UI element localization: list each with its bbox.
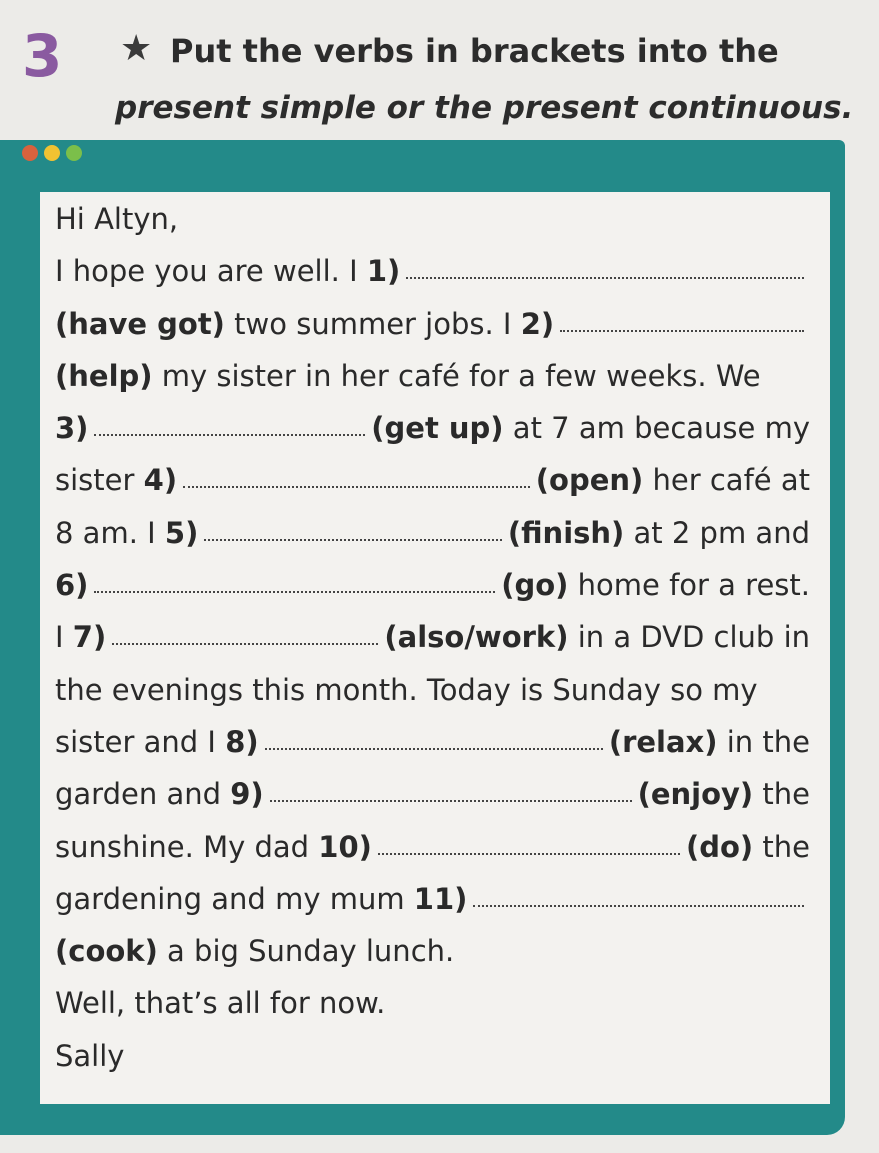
gap-number-4: 4) <box>143 463 178 498</box>
answer-blank-11[interactable] <box>473 891 804 907</box>
letter-line <box>55 716 810 768</box>
gap-number-5: 5) <box>164 515 199 550</box>
letter-line <box>55 350 810 402</box>
verb-prompt-9: (enjoy) <box>637 777 754 812</box>
answer-blank-3[interactable] <box>94 420 365 436</box>
answer-blank-6[interactable] <box>94 577 495 593</box>
gap-number-8: 8) <box>225 724 259 759</box>
letter-line <box>55 821 810 873</box>
gap-number-7: 7) <box>72 620 107 655</box>
verb-prompt-6: (go) <box>501 568 569 603</box>
letter-line <box>55 977 810 1029</box>
answer-blank-9[interactable] <box>270 786 632 802</box>
exercise-number: 3 <box>22 22 63 90</box>
letter-line <box>55 298 810 350</box>
verb-prompt-1: (have got) <box>55 306 225 341</box>
text-segment: a big Sunday lunch. <box>157 934 455 969</box>
text-segment: in a DVD club in <box>568 620 810 655</box>
gap-number-2: 2) <box>520 306 555 341</box>
verb-prompt-8: (relax) <box>608 724 718 759</box>
letter-text <box>55 193 810 1082</box>
letter-line <box>55 664 810 716</box>
verb-prompt-3: (get up) <box>371 411 504 446</box>
letter-line <box>55 611 810 663</box>
answer-blank-2[interactable] <box>560 316 804 332</box>
answer-blank-7[interactable] <box>112 629 378 645</box>
text-segment: sister <box>55 463 144 498</box>
letter-line <box>55 193 810 245</box>
letter-line <box>55 454 810 506</box>
text-segment: home for a rest. <box>568 568 810 603</box>
gap-number-9: 9) <box>230 777 264 812</box>
text-segment: the <box>753 829 810 864</box>
letter-line <box>55 1030 810 1082</box>
gap-number-10: 10) <box>318 829 372 864</box>
verb-prompt-5: (finish) <box>507 515 625 550</box>
text-segment: two summer jobs. I <box>224 306 521 341</box>
decorative-dots <box>22 145 82 161</box>
exercise-title-line-2: present simple or the present continuous. <box>115 90 854 126</box>
letter-line <box>55 245 810 297</box>
verb-prompt-4: (open) <box>535 463 644 498</box>
text-segment: in the <box>717 724 810 759</box>
answer-blank-1[interactable] <box>406 263 804 279</box>
text-segment: my sister in her café for a few weeks. We <box>152 358 761 393</box>
letter-line <box>55 507 810 559</box>
letter-line <box>55 559 810 611</box>
text-segment: I hope you are well. I <box>55 254 367 289</box>
verb-prompt-10: (do) <box>685 829 754 864</box>
text-segment: gardening and my mum <box>55 881 414 916</box>
verb-prompt-7: (also/work) <box>384 620 569 655</box>
signature: Sally <box>55 1038 125 1073</box>
letter-line <box>55 925 810 977</box>
gap-number-6: 6) <box>55 568 89 603</box>
text-segment: garden and <box>55 777 231 812</box>
text-segment: the evenings this month. Today is Sunday so my <box>55 672 758 707</box>
text-segment: her café at <box>643 463 810 498</box>
exercise-title-line-1: Put the verbs in brackets into the <box>170 32 779 70</box>
text-segment: sister and I <box>55 724 226 759</box>
answer-blank-5[interactable] <box>204 525 501 541</box>
closing-line: Well, that’s all for now. <box>55 986 386 1021</box>
red-dot-icon <box>22 145 38 161</box>
greeting: Hi Altyn, <box>55 202 179 236</box>
letter-line <box>55 768 810 820</box>
green-dot-icon <box>66 145 82 161</box>
answer-blank-8[interactable] <box>265 734 603 750</box>
letter-line <box>55 402 810 454</box>
text-segment: sunshine. My dad <box>55 829 319 864</box>
gap-number-11: 11) <box>413 881 468 916</box>
verb-prompt-11: (cook) <box>55 934 158 969</box>
gap-number-1: 1) <box>366 254 401 289</box>
text-segment: at 7 am because my <box>503 411 810 446</box>
text-segment: the <box>753 777 810 812</box>
answer-blank-4[interactable] <box>183 472 530 488</box>
verb-prompt-2: (help) <box>55 358 153 393</box>
text-segment: 8 am. I <box>55 515 165 550</box>
answer-blank-10[interactable] <box>378 839 680 855</box>
letter-line <box>55 873 810 925</box>
gap-number-3: 3) <box>55 411 89 446</box>
text-segment: I <box>55 620 73 655</box>
star-icon: ★ <box>120 28 153 69</box>
text-segment: at 2 pm and <box>624 515 810 550</box>
yellow-dot-icon <box>44 145 60 161</box>
